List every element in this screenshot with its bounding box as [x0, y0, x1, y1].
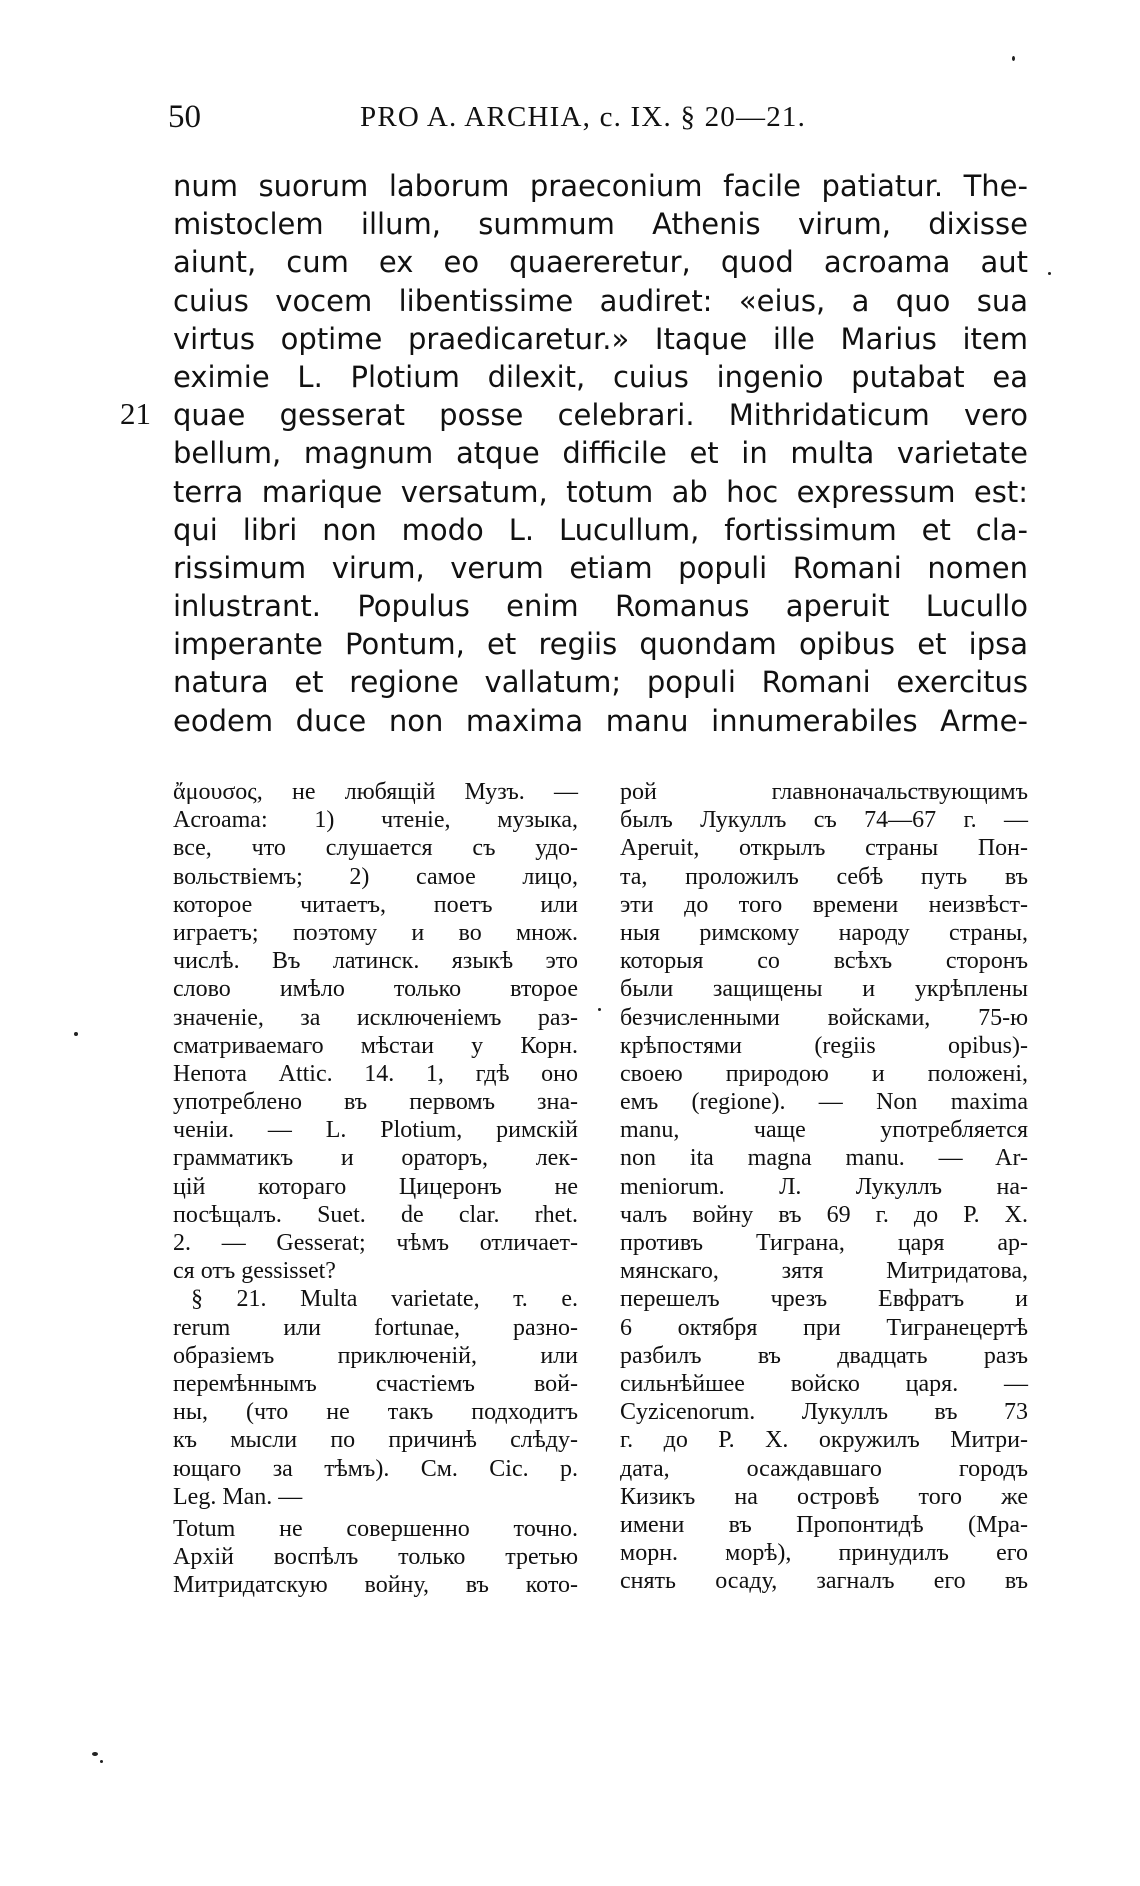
latin-main-text	[173, 167, 1028, 740]
page-number: 50	[168, 99, 201, 135]
note-line: 6 октября при Тигранецертѣ	[620, 1314, 1028, 1341]
note-line: мянскаго, зятя Митридатова,	[620, 1258, 1028, 1285]
main-text-line: virtus optime praedicaretur.» Itaque ille Marius item	[173, 321, 1028, 356]
scan-speck	[74, 1032, 78, 1036]
note-line: посѣщалъ. Suet. de clar. rhet.	[173, 1201, 578, 1228]
note-line: значеніе, за исключеніемъ раз-	[173, 1004, 578, 1031]
note-line: которое читаетъ, поетъ или	[173, 891, 578, 918]
note-line: употреблено въ первомъ зна-	[173, 1089, 578, 1116]
note-line: Митридатскую войну, въ кото-	[173, 1572, 578, 1599]
main-text-line: natura et regione vallatum; populi Romani exercitus	[173, 665, 1028, 700]
main-text-line: eodem duce non maxima manu innumerabiles Arme-	[173, 703, 1028, 738]
note-line: ныя римскому народу страны,	[620, 919, 1028, 946]
note-line: которыя со всѣхъ сторонъ	[620, 948, 1028, 975]
note-line: Acroama: 1) чтеніе, музыка,	[173, 807, 578, 834]
note-line: имени въ Пропонтидѣ (Мра-	[620, 1511, 1028, 1538]
note-line: эти до того времени неизвѣст-	[620, 891, 1028, 918]
note-line: Aperuit, открылъ страны Пон-	[620, 835, 1028, 862]
note-line: емъ (regione). — Non maxima	[620, 1089, 1028, 1116]
note-line: слово имѣло только второе	[173, 976, 578, 1003]
note-line: морн. морѣ), принудилъ его	[620, 1540, 1028, 1567]
note-line: ны, (что не такъ подходитъ	[173, 1399, 578, 1426]
running-head: PRO A. ARCHIA, c. IX. § 20—21.	[360, 101, 807, 133]
note-line: образіемъ приключеній, или	[173, 1342, 578, 1369]
main-text-line: quae gesserat posse celebrari. Mithridaticum vero	[173, 398, 1028, 433]
main-text-line: rissimum virum, verum etiam populi Romani nomen	[173, 550, 1028, 585]
commentary-left-column	[173, 778, 578, 1599]
note-line: ченіи. — L. Plotium, римскій	[173, 1117, 578, 1144]
note-line: перемѣннымъ счастіемъ вой-	[173, 1370, 578, 1397]
page-header	[168, 98, 1028, 138]
scan-speck	[92, 1752, 98, 1756]
note-line: § 21. Multa varietate, т. е.	[191, 1286, 578, 1313]
note-line: былъ Лукуллъ съ 74—67 г. —	[620, 807, 1028, 834]
note-line: Кизикъ на островѣ того же	[620, 1483, 1028, 1510]
section-margin-number: 21	[120, 396, 151, 431]
scan-speck	[1012, 56, 1015, 61]
note-line: вольствіемъ; 2) самое лицо,	[173, 863, 578, 890]
note-line: снять осаду, загналъ его въ	[620, 1568, 1028, 1595]
main-text-line: eximie L. Plotium dilexit, cuius ingenio putabat ea	[173, 359, 1028, 394]
note-line: безчисленными войсками, 75-ю	[620, 1004, 1028, 1031]
note-line: противъ Тиграна, царя ар-	[620, 1230, 1028, 1256]
note-line: къ мысли по причинѣ слѣду-	[173, 1427, 578, 1454]
note-line: все, что слушается съ удо-	[173, 835, 578, 862]
main-text-line: qui libri non modo L. Lucullum, fortissimum et cla-	[173, 512, 1028, 547]
note-line: играетъ; поэтому и во множ.	[173, 919, 578, 946]
note-line: дата, осаждавшаго городъ	[620, 1455, 1028, 1482]
note-line: manu, чаще употребляется	[620, 1117, 1028, 1144]
note-line: Cyzicenorum. Лукуллъ въ 73	[620, 1399, 1028, 1426]
note-line: ся отъ gessisset?	[173, 1258, 336, 1285]
main-text-line: num suorum laborum praeconium facile patiatur. The-	[173, 169, 1028, 203]
note-line: сильнѣйшее войско царя. —	[620, 1370, 1028, 1397]
note-line: цій котораго Цицеронъ не	[173, 1173, 578, 1200]
note-line: rerum или fortunae, разно-	[173, 1314, 578, 1341]
note-line: ἄμουσος, не любящій Музъ. —	[173, 779, 578, 805]
note-line: чалъ войну въ 69 г. до Р. Х.	[620, 1201, 1028, 1228]
note-line: Непота Attic. 14. 1, гдѣ оно	[173, 1060, 578, 1087]
note-line: 2. — Gesserat; чѣмъ отличает-	[173, 1230, 578, 1256]
main-text-line: imperante Pontum, et regiis quondam opibus et ipsa	[173, 627, 1028, 662]
note-line: ющаго за тѣмъ). См. Cic. p.	[173, 1455, 578, 1482]
note-line: г. до Р. Х. окружилъ Митри-	[620, 1427, 1028, 1454]
note-line: сматриваемаго мѣстаи у Корн.	[173, 1032, 578, 1059]
note-line: рой главноначальствующимъ	[620, 779, 1028, 805]
main-text-line: inlustrant. Populus enim Romanus aperuit Lucullo	[173, 589, 1028, 624]
note-line: разбилъ въ двадцать разъ	[620, 1342, 1028, 1369]
main-text-line: mistoclem illum, summum Athenis virum, dixisse	[173, 207, 1028, 242]
note-line: своею природою и положені,	[620, 1060, 1028, 1087]
note-line: Архій воспѣлъ только третью	[173, 1544, 578, 1571]
note-line: та, проложилъ себѣ путь въ	[620, 863, 1028, 890]
note-line: крѣпостями (regiis opibus)-	[620, 1032, 1028, 1059]
note-line: грамматикъ и ораторъ, лек-	[173, 1145, 578, 1172]
scan-speck	[598, 1008, 601, 1011]
note-line: Leg. Man. —	[173, 1483, 303, 1510]
scan-speck	[1048, 272, 1051, 275]
main-text-line: bellum, magnum atque difficile et in multa varietate	[173, 436, 1028, 471]
note-line: non ita magna manu. — Ar-	[620, 1145, 1028, 1172]
note-line: meniorum. Л. Лукуллъ на-	[620, 1173, 1028, 1200]
main-text-line: aiunt, cum ex eo quaereretur, quod acroama aut	[173, 245, 1028, 280]
main-text-line: terra marique versatum, totum ab hoc expressum est:	[173, 474, 1028, 509]
note-line: числѣ. Въ латинск. языкѣ это	[173, 948, 578, 975]
note-line: были защищены и укрѣплены	[620, 976, 1028, 1003]
note-line: Totum не совершенно точно.	[173, 1515, 578, 1542]
main-text-line: cuius vocem libentissime audiret: «eius, a quo sua	[173, 283, 1028, 318]
scan-speck	[100, 1760, 103, 1763]
note-line: перешелъ чрезъ Евфратъ и	[620, 1286, 1028, 1313]
commentary-right-column	[620, 778, 1028, 1595]
